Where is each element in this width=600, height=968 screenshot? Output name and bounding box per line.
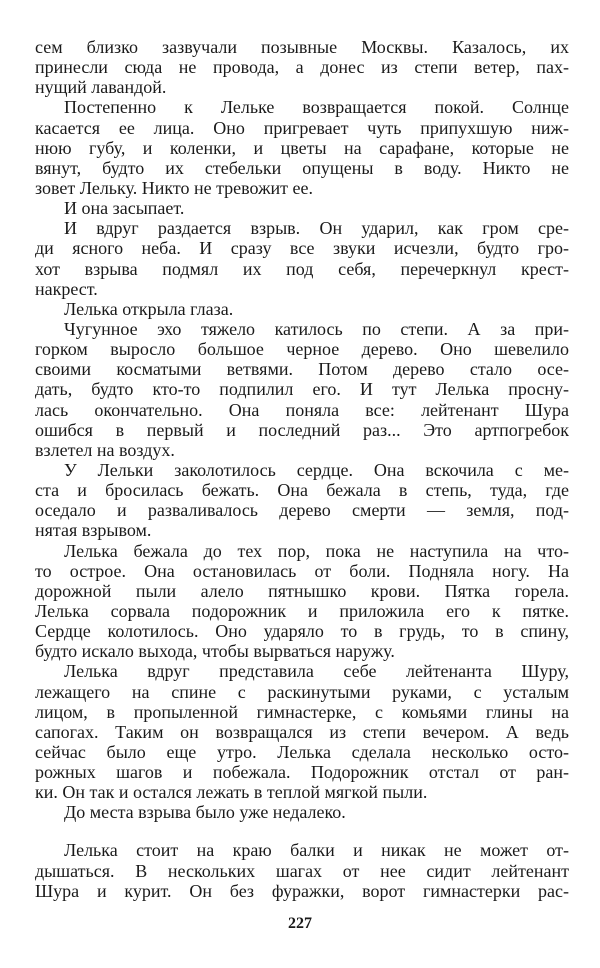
text-line: И она засыпает. <box>64 198 185 219</box>
text-line: ки. Он так и остался лежать в теплой мягкой пыли. <box>35 782 428 803</box>
text-line: зовет Лельку. Никто не тревожит ее. <box>35 177 314 198</box>
page-number: 227 <box>288 915 312 932</box>
text-line: ошибся в первый и последний раз... Это артпогребок <box>35 419 569 440</box>
text-line: нюю губу, и коленки, и цветы на сарафане, которые не <box>35 137 569 158</box>
text-line: нущий лавандой. <box>35 77 167 98</box>
text-line: сейчас было еще утро. Лелька сделала несколько осто- <box>35 741 569 762</box>
text-line: своими косматыми ветвями. Потом дерево стало осе- <box>35 359 569 380</box>
text-line: сапогах. Таким он возвращался из степи вечером. А ведь <box>35 721 569 742</box>
text-line: рожных шагов и побежала. Подорожник отстал от ран- <box>35 762 569 783</box>
text-line: Лелька открыла глаза. <box>64 298 234 319</box>
text-line: дорожной пыли алело пятнышко крови. Пятка горела. <box>35 580 569 601</box>
text-line: дать, будто кто-то подпилил его. И тут Лелька просну- <box>35 379 569 400</box>
text-line: лицом, в пропыленной гимнастерке, с комьями глины на <box>35 701 569 722</box>
text-line: Чугунное эхо тяжело катилось по степи. А за при- <box>64 318 569 339</box>
text-line: нятая взрывом. <box>35 520 152 541</box>
text-line: то острое. Она остановилась от боли. Подняла ногу. На <box>35 560 569 581</box>
text-line: хот взрыва подмял их под себя, перечеркнул крест- <box>35 258 569 279</box>
text-line: Сердце колотилось. Оно ударяло то в грудь, то в спину, <box>35 621 569 642</box>
text-line: накрест. <box>35 278 98 299</box>
text-line: И вдруг раздается взрыв. Он ударил, как гром сре- <box>64 218 569 239</box>
text-line: лась окончательно. Она поняла все: лейтенант Шура <box>35 399 569 420</box>
text-line: Лелька стоит на краю балки и никак не может от- <box>64 840 569 861</box>
text-line: оседало и разваливалось дерево смерти — земля, под- <box>35 500 569 521</box>
text-line: ста и бросилась бежать. Она бежала в степь, туда, где <box>35 480 569 501</box>
text-line: Постепенно к Лельке возвращается покой. Солнце <box>64 97 569 118</box>
text-line: Шура и курит. Он без фуражки, ворот гимнастерки рас- <box>35 880 569 901</box>
text-line: Лелька вдруг представила себе лейтенанта Шуру, <box>64 661 569 682</box>
section-break <box>35 822 569 840</box>
text-line: горком выросло большое черное дерево. Оно шевелило <box>35 339 569 360</box>
text-line: дышаться. В нескольких шагах от нее сидит лейтенант <box>35 860 569 881</box>
text-line: будто искало выхода, чтобы вырваться наружу. <box>35 641 395 662</box>
text-line: У Лельки заколотилось сердце. Она вскочила с ме- <box>64 459 569 480</box>
text-line: взлетел на воздух. <box>35 439 175 460</box>
text-line: Лелька бежала до тех пор, пока не наступила на что- <box>64 540 569 561</box>
text-line: До места взрыва было уже недалеко. <box>64 802 346 823</box>
text-line: вянут, будто их стебельки опущены в воду. Никто не <box>35 157 569 178</box>
text-line: сем близко зазвучали позывные Москвы. Казалось, их <box>35 37 569 57</box>
text-line: Лелька сорвала подорожник и приложила его к пятке. <box>35 600 569 621</box>
text-line: принесли сюда не провода, а донес из степи ветер, пах- <box>35 57 569 78</box>
text-line: ди ясного неба. И сразу все звуки исчезли, будто гро- <box>35 238 569 259</box>
book-text-body <box>35 37 569 901</box>
text-line: лежащего на спине с раскинутыми руками, с усталым <box>35 681 569 702</box>
text-line: касается ее лица. Оно пригревает чуть припухшую ниж- <box>35 117 569 138</box>
